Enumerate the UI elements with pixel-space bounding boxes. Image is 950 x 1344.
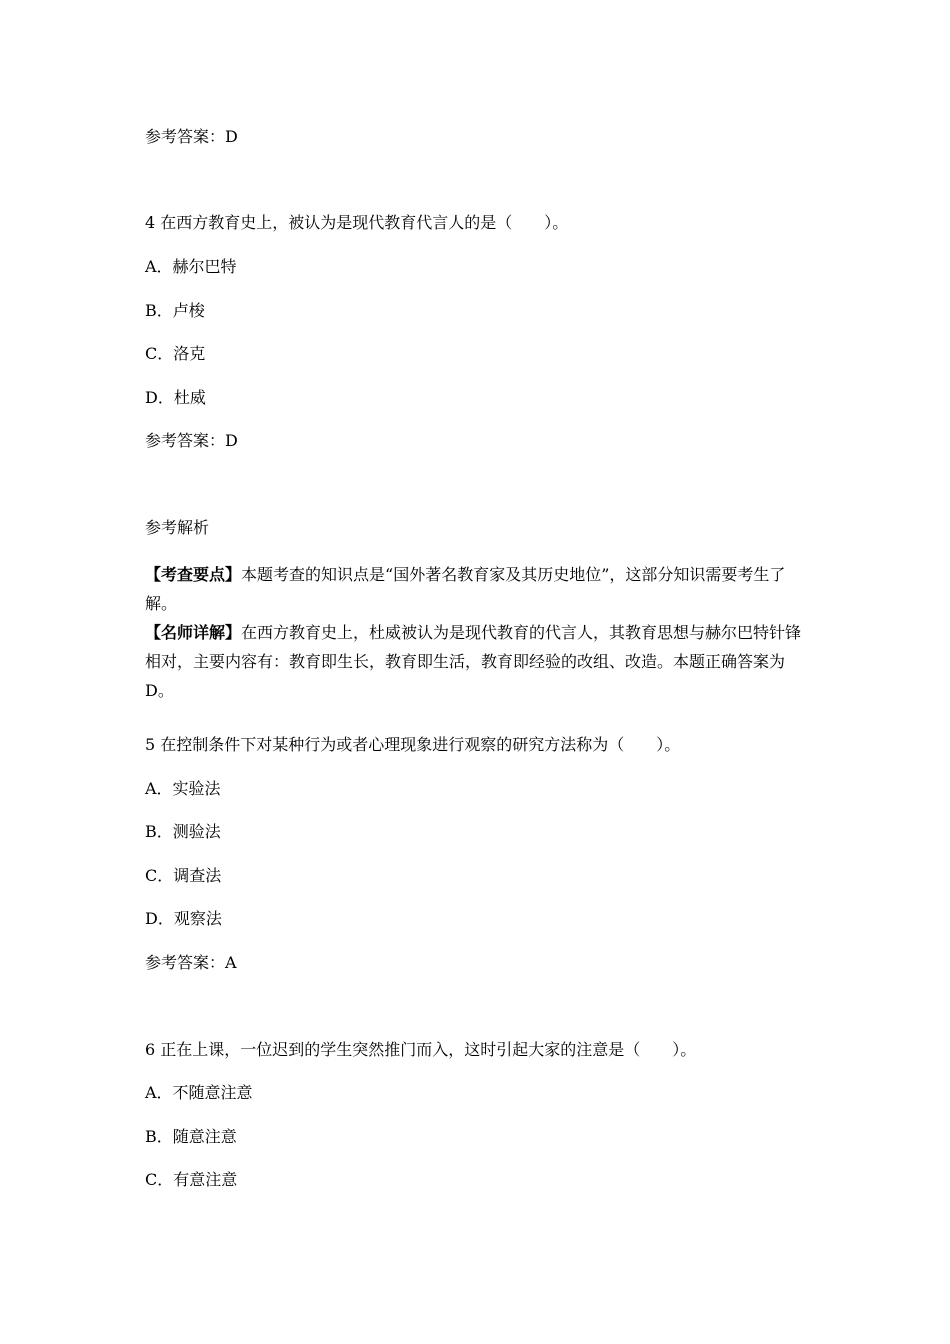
answer-q3: 参考答案：D [145, 127, 238, 146]
question-text: 5 在控制条件下对某种行为或者心理现象进行观察的研究方法称为（ ）。 [145, 735, 681, 754]
analysis-heading: 参考解析 [145, 518, 210, 537]
analysis-explain [145, 618, 809, 705]
question-text: 4 在西方教育史上，被认为是现代教育代言人的是（ ）。 [145, 213, 569, 232]
option-b: B．随意注意 [145, 1127, 237, 1146]
option-c: C．有意注意 [145, 1170, 238, 1189]
option-b: B．测验法 [145, 822, 221, 841]
answer: 参考答案：A [145, 953, 237, 972]
answer: 参考答案：D [145, 431, 238, 450]
option-d: D．观察法 [145, 909, 222, 928]
explain-text: 在西方教育史上，杜威被认为是现代教育的代言人，其教育思想与赫尔巴特针锋相对，主要内容有：教育即生长，教育即生活，教育即经验的改组、改造。本题正确答案为D。 [145, 623, 802, 700]
option-c: C．调查法 [145, 866, 222, 885]
option-b: B．卢梭 [145, 301, 205, 320]
analysis-point [145, 560, 809, 618]
option-a: A．赫尔巴特 [145, 257, 237, 276]
question-text: 6 正在上课，一位迟到的学生突然推门而入，这时引起大家的注意是（ ）。 [145, 1040, 697, 1059]
point-label: 【考查要点】 [145, 565, 242, 584]
option-c: C．洛克 [145, 344, 206, 363]
option-d: D．杜威 [145, 388, 206, 407]
option-a: A．实验法 [145, 779, 221, 798]
explain-label: 【名师详解】 [145, 623, 242, 642]
option-a: A．不随意注意 [145, 1083, 253, 1102]
point-text: 本题考查的知识点是“国外著名教育家及其历史地位”，这部分知识需要考生了解。 [145, 565, 786, 613]
